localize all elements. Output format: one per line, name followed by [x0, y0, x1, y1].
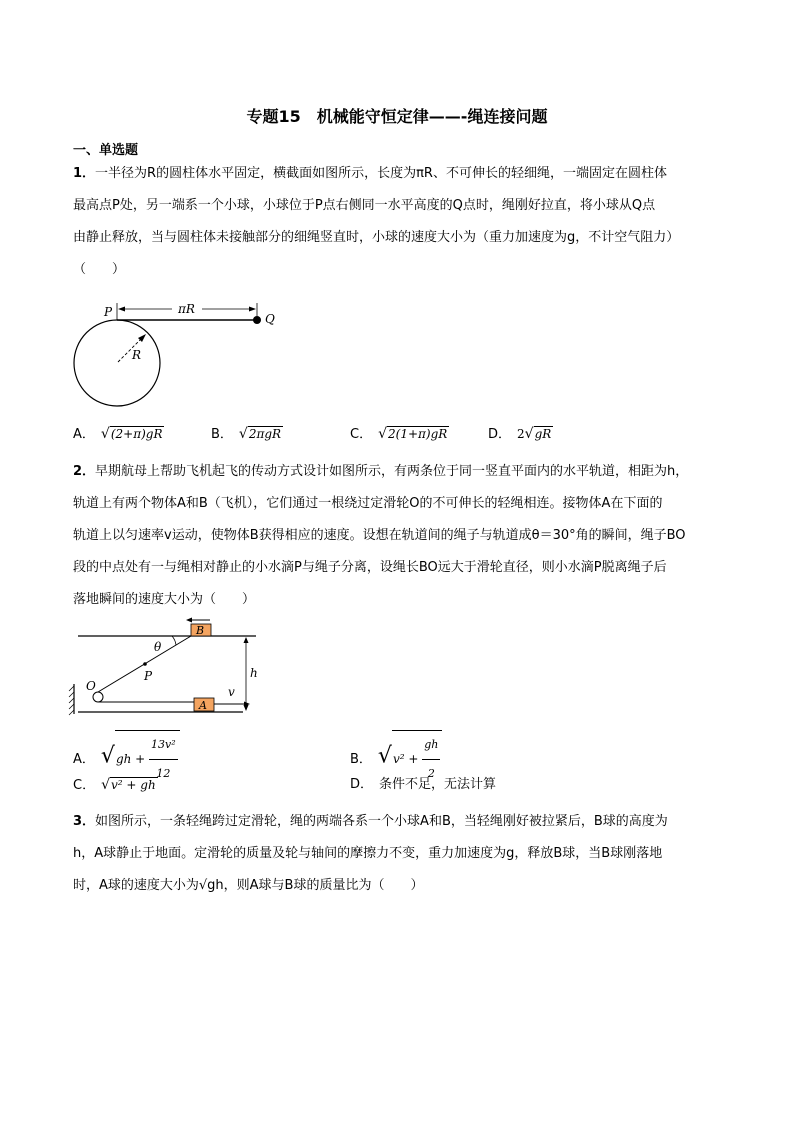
- q1-option-d-value: √gR: [524, 426, 552, 442]
- q2-option-a-value: √gh + $\frac{\text{13v²}}{12}$: [101, 730, 180, 788]
- q1-length-label: πR: [178, 302, 195, 316]
- q2-line-4: 段的中点处有一与绳相对静止的小水滴P与绳子分离，设绳长BO远大于滑轮直径，则小水滴P脱离绳子后: [73, 560, 667, 575]
- q2-line-1: [73, 456, 721, 488]
- q1-option-d-prefix: 2: [517, 427, 525, 441]
- q1-option-a[interactable]: [73, 424, 164, 445]
- q2-b-arrowhead: [186, 618, 192, 623]
- q2-option-a-numerator: 13v²: [149, 731, 178, 760]
- question-3-text: [73, 806, 721, 902]
- q1-option-d[interactable]: [488, 424, 553, 445]
- q1-dimension-arrow-left: [118, 307, 125, 312]
- q3-line-3: 时，A球的速度大小为√gh，则A球与B球的质量比为（ ）: [73, 878, 424, 893]
- q1-option-c-letter: C．: [350, 427, 373, 442]
- q2-number: 2．: [73, 464, 96, 479]
- q1-line-1: [73, 158, 721, 190]
- q1-radius-arrow: [138, 334, 146, 342]
- q2-label-theta: θ: [154, 640, 162, 654]
- q2-option-c-value: √v² + gh: [101, 777, 156, 793]
- q2-option-d-letter: D．: [350, 777, 374, 792]
- q1-number: 1．: [73, 166, 96, 181]
- q1-ball: [253, 316, 261, 324]
- q2-option-a-letter: A．: [73, 751, 95, 767]
- q2-option-b-denominator: 2: [427, 767, 435, 780]
- q1-line-3: 由静止释放，当与圆柱体未接触部分的细绳竖直时，小球的速度大小为（重力加速度为g，不计空气阻力）: [73, 230, 680, 245]
- q1-option-d-radicand: gR: [534, 427, 552, 441]
- q1-label-q: Q: [265, 312, 275, 326]
- q1-option-d-letter: D．: [488, 427, 512, 442]
- q2-option-a-denominator: 12: [156, 767, 171, 780]
- q2-option-b-numerator: gh: [422, 731, 440, 760]
- q2-option-c-letter: C．: [73, 778, 96, 793]
- q1-option-b[interactable]: [211, 424, 283, 445]
- q1-option-b-value: √2πgR: [238, 426, 282, 442]
- q1-figure: [68, 296, 288, 414]
- q1-option-c[interactable]: [350, 424, 449, 445]
- q2-option-c-radicand: v² + gh: [111, 778, 156, 792]
- q2-option-d-text: 条件不足，无法计算: [379, 777, 497, 792]
- q2-label-o: O: [86, 679, 96, 693]
- q2-option-b-term: v² +: [392, 752, 419, 766]
- q1-option-b-radicand: 2πgR: [248, 427, 282, 441]
- q1-option-a-letter: A．: [73, 427, 95, 442]
- q3-line-2: h，A球静止于地面。定滑轮的质量及轮与轴间的摩擦力不变，重力加速度为g，释放B球，当B球刚落地: [73, 846, 663, 861]
- q1-dimension-arrow-right: [249, 307, 256, 312]
- q2-option-b-letter: B．: [350, 751, 372, 767]
- q2-label-b: B: [196, 624, 205, 637]
- q3-number: 3．: [73, 814, 96, 829]
- q1-option-a-radicand: (2+π)gR: [110, 427, 163, 441]
- q1-line-1-text: 一半径为R的圆柱体水平固定，横截面如图所示，长度为πR、不可伸长的轻细绳，一端固定在圆柱体: [95, 166, 667, 181]
- q1-option-c-value: √2(1+π)gR: [378, 426, 448, 442]
- q1-line-2: 最高点P处，另一端系一个小球，小球位于P点右侧同一水平高度的Q点时，绳刚好拉直，将小球从Q点: [73, 198, 656, 213]
- q2-theta-arc: [172, 636, 176, 645]
- q2-option-c[interactable]: [73, 775, 158, 796]
- question-2-text: [73, 456, 721, 616]
- q2-figure: [68, 614, 268, 718]
- q1-option-a-value: √(2+π)gR: [100, 426, 163, 442]
- q2-label-p: P: [144, 669, 153, 683]
- q2-line-5: 落地瞬间的速度大小为（ ）: [73, 592, 256, 607]
- q1-line-4: （ ）: [73, 262, 126, 277]
- q3-line-1: [73, 806, 721, 838]
- q2-option-b-value: √v² + $\frac{gh}{2}$: [378, 730, 442, 788]
- q2-drop-p: [143, 662, 147, 666]
- q1-label-p: P: [104, 305, 113, 319]
- question-1-text: [73, 158, 721, 286]
- q1-option-b-letter: B．: [211, 427, 233, 442]
- page-title: 专题15 机械能守恒定律——-绳连接问题: [246, 107, 548, 126]
- q2-line-3: 轨道上以匀速率v运动，使物体B获得相应的速度。设想在轨道间的绳子与轨道成θ＝30°角的瞬间，绳子BO: [73, 528, 686, 543]
- q2-label-a: A: [199, 699, 207, 712]
- q3-line-1-text: 如图所示，一条轻绳跨过定滑轮，绳的两端各系一个小球A和B，当轻绳刚好被拉紧后，B球的高度为: [95, 814, 668, 829]
- q2-label-v: v: [228, 685, 235, 699]
- q1-cylinder-circle: [74, 320, 160, 406]
- q2-line-2: 轨道上有两个物体A和B（飞机），它们通过一根绕过定滑轮O的不可伸长的轻绳相连。接物体A在下面的: [73, 496, 663, 511]
- section-heading: 一、单选题: [73, 143, 139, 158]
- q2-label-h: h: [250, 666, 258, 680]
- q2-line-1-text: 早期航母上帮助飞机起飞的传动方式设计如图所示，有两条位于同一竖直平面内的水平轨道，相距为h，: [95, 464, 689, 479]
- q1-option-c-radicand: 2(1+π)gR: [388, 427, 448, 441]
- q2-option-d[interactable]: [350, 775, 496, 795]
- q2-option-a-term: gh +: [115, 752, 146, 766]
- q1-radius-label: R: [132, 348, 142, 362]
- q2-pulley: [93, 692, 103, 702]
